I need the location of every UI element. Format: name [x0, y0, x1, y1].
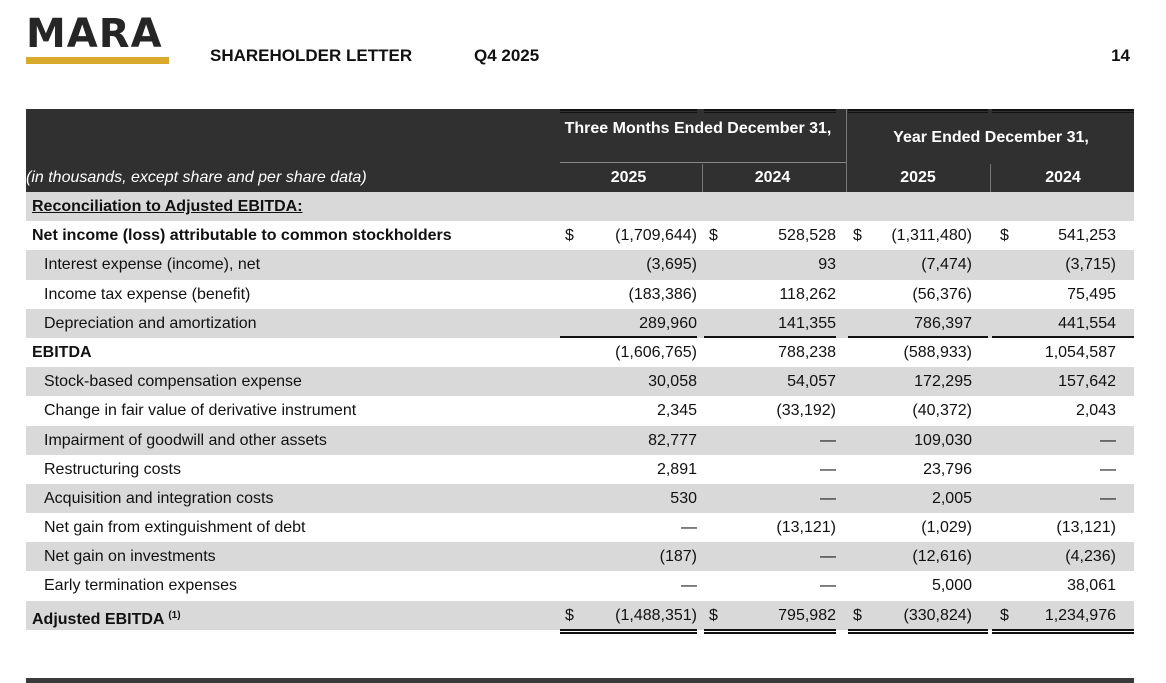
cell-value: 795,982: [778, 606, 836, 624]
table-header-groups: [26, 109, 1134, 164]
units-note: (in thousands, except share and per share data): [26, 169, 367, 186]
cell-value: 82,777: [648, 431, 697, 449]
header-divider: [846, 109, 847, 164]
currency-symbol: $: [853, 227, 862, 245]
row-label: Net income (loss) attributable to common stockholders: [32, 227, 452, 245]
currency-symbol: $: [709, 606, 718, 624]
cell-value: (183,386): [628, 285, 697, 303]
table-row-income-tax: [26, 280, 1134, 309]
total-double-rule: [992, 629, 1134, 634]
company-logo: [26, 11, 169, 64]
footnote-marker: (1): [168, 609, 181, 621]
cell-value: 172,295: [914, 373, 972, 391]
cell-value: (13,121): [1056, 519, 1116, 537]
cell-value: 289,960: [639, 314, 697, 332]
cell-value: (12,616): [912, 548, 972, 566]
currency-symbol: $: [1000, 606, 1009, 624]
cell-value: (1,606,765): [615, 343, 697, 361]
row-label: Income tax expense (benefit): [44, 285, 251, 303]
table-row-depreciation: [26, 309, 1134, 338]
cell-value: (3,715): [1065, 256, 1116, 274]
cell-value: 541,253: [1058, 227, 1116, 245]
page-number: 14: [1111, 46, 1130, 65]
header-top-rule: [704, 109, 836, 113]
cell-value: —: [1100, 460, 1116, 478]
group-header-underline: [560, 162, 846, 163]
cell-value: 54,057: [787, 373, 836, 391]
row-label: Net gain from extinguishment of debt: [44, 519, 306, 537]
row-label: Depreciation and amortization: [44, 314, 257, 332]
footer-rule: [26, 678, 1134, 683]
row-label: Reconciliation to Adjusted EBITDA:: [32, 198, 303, 215]
currency-symbol: $: [565, 606, 574, 624]
header-divider: [846, 164, 847, 192]
year-header: 2024: [754, 169, 791, 186]
cell-value: (13,121): [776, 519, 836, 537]
cell-value: 1,054,587: [1044, 343, 1116, 361]
ebitda-reconciliation-table: [26, 109, 1134, 630]
cell-value: (588,933): [903, 343, 972, 361]
table-header-years: [26, 164, 1134, 192]
cell-value: —: [820, 489, 836, 507]
document-title: SHAREHOLDER LETTER: [210, 46, 413, 65]
header-top-rule: [848, 109, 988, 113]
cell-value: —: [820, 548, 836, 566]
cell-value: (187): [659, 548, 697, 566]
cell-value: —: [820, 431, 836, 449]
cell-value: (1,709,644): [615, 227, 697, 245]
currency-symbol: $: [709, 227, 718, 245]
header-divider: [702, 164, 703, 192]
cell-value: —: [1100, 431, 1116, 449]
table-row-derivative: [26, 396, 1134, 425]
logo-text: MARA: [26, 11, 163, 57]
cell-value: 441,554: [1058, 314, 1116, 332]
cell-value: 788,238: [778, 343, 836, 361]
cell-value: 2,043: [1075, 402, 1116, 420]
row-label: EBITDA: [32, 343, 92, 361]
header-top-rule: [992, 109, 1134, 113]
table-row-ebitda: [26, 338, 1134, 367]
cell-value: (1,311,480): [891, 227, 972, 245]
cell-value: —: [681, 577, 697, 595]
year-header: 2025: [900, 169, 936, 186]
cell-value: 109,030: [914, 431, 972, 449]
currency-symbol: $: [853, 606, 862, 624]
cell-value: 2,891: [656, 460, 697, 478]
cell-value: 5,000: [931, 577, 972, 595]
table-row-investments: [26, 542, 1134, 571]
document-quarter: Q4 2025: [474, 46, 540, 65]
table-row-stock-comp: [26, 367, 1134, 396]
cell-value: 118,262: [779, 285, 836, 303]
row-label: Change in fair value of derivative instrument: [44, 402, 357, 420]
cell-value: —: [820, 577, 836, 595]
cell-value: 75,495: [1067, 285, 1116, 303]
row-label: Restructuring costs: [44, 460, 181, 478]
header-divider: [990, 164, 991, 192]
row-label: Interest expense (income), net: [44, 256, 261, 274]
table-row-interest: [26, 250, 1134, 279]
cell-value: 528,528: [778, 227, 836, 245]
row-label: Net gain on investments: [44, 548, 216, 566]
cell-value: 30,058: [648, 373, 697, 391]
year-header: 2025: [610, 169, 647, 186]
cell-value: 530: [670, 489, 697, 507]
group-header-year: Year Ended December 31,: [893, 129, 1089, 146]
currency-symbol: $: [565, 227, 574, 245]
cell-value: (56,376): [912, 285, 972, 303]
cell-value: 1,234,976: [1044, 606, 1116, 624]
cell-value: 141,355: [778, 314, 836, 332]
cell-value: (330,824): [903, 606, 972, 624]
table-row-restructuring: [26, 455, 1134, 484]
cell-value: 38,061: [1067, 577, 1116, 595]
cell-value: 157,642: [1058, 373, 1116, 391]
table-row-adjusted-ebitda: [26, 601, 1134, 630]
group-header-three-months: Three Months Ended December 31,: [564, 120, 832, 137]
row-label: Impairment of goodwill and other assets: [44, 431, 327, 449]
table-row-impairment: [26, 426, 1134, 455]
row-label: Stock-based compensation expense: [44, 373, 302, 391]
table-row-early-termination: [26, 571, 1134, 600]
table-row-debt-extinguishment: [26, 513, 1134, 542]
total-double-rule: [560, 629, 697, 634]
cell-value: —: [1100, 489, 1116, 507]
cell-value: 23,796: [923, 460, 972, 478]
row-label: [32, 601, 181, 634]
header-top-rule: [560, 109, 697, 113]
cell-value: (1,488,351): [615, 606, 697, 624]
cell-value: 2,345: [656, 402, 697, 420]
cell-value: (4,236): [1065, 548, 1116, 566]
cell-value: 786,397: [914, 314, 972, 332]
row-label: Acquisition and integration costs: [44, 489, 274, 507]
row-label-text: Adjusted EBITDA: [32, 610, 164, 628]
total-double-rule: [704, 629, 836, 634]
currency-symbol: $: [1000, 227, 1009, 245]
cell-value: 93: [818, 256, 836, 274]
year-header: 2024: [1045, 169, 1081, 186]
cell-value: (40,372): [912, 402, 972, 420]
cell-value: (1,029): [921, 519, 972, 537]
cell-value: (33,192): [776, 402, 836, 420]
logo-underline-bar: [26, 57, 169, 64]
total-double-rule: [848, 629, 988, 634]
table-row-acquisition: [26, 484, 1134, 513]
table-row-net-income: [26, 221, 1134, 250]
cell-value: —: [820, 460, 836, 478]
table-row-section-title: [26, 192, 1134, 221]
cell-value: (7,474): [921, 256, 972, 274]
cell-value: 2,005: [931, 489, 972, 507]
cell-value: (3,695): [646, 256, 697, 274]
row-label: Early termination expenses: [44, 577, 237, 595]
cell-value: —: [681, 519, 697, 537]
